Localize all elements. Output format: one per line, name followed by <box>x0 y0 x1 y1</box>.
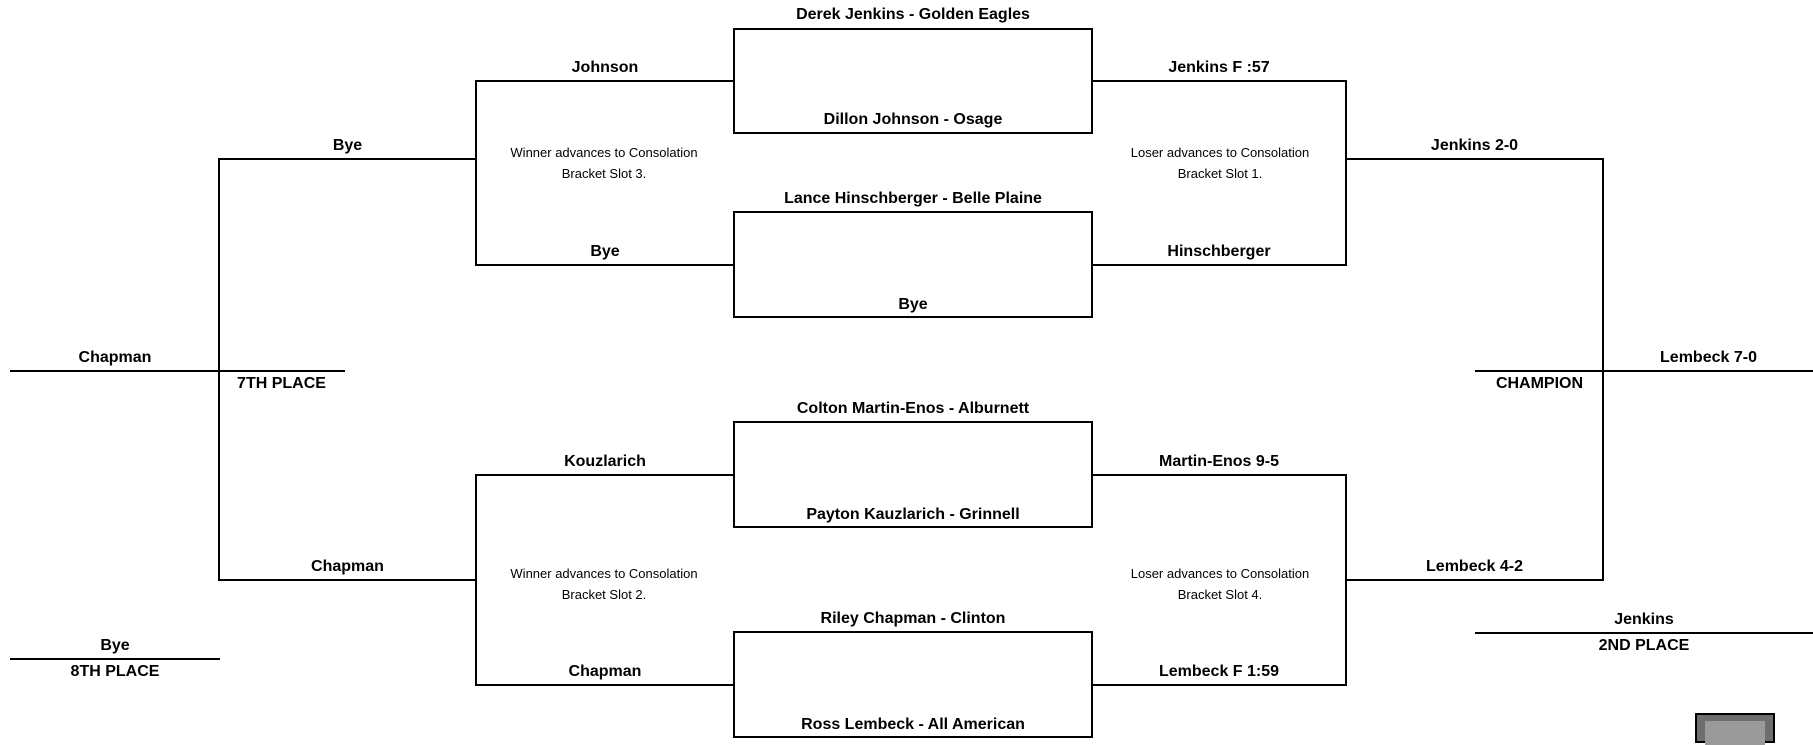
champion-name: Lembeck 7-0 <box>1660 349 1757 366</box>
match2-box-top-line <box>733 211 1093 213</box>
cons-r1-slot-d: Chapman <box>568 663 642 680</box>
match3-box-bottom-line <box>733 526 1093 528</box>
champ-r1-line-d <box>1091 684 1347 686</box>
second-place-line <box>1475 632 1813 634</box>
champion-label: CHAMPION <box>1495 375 1584 392</box>
semis-line-b <box>1345 579 1604 581</box>
seventh-place-line <box>10 370 345 372</box>
match1-box-bottom-line <box>733 132 1093 134</box>
cons-r1-bottom-line-d <box>475 684 735 686</box>
match3-box-top-line <box>733 421 1093 423</box>
champion-line <box>1475 370 1813 372</box>
eighth-place-name: Bye <box>100 637 130 654</box>
note-winner-slot3: Winner advances to Consolation Bracket Slot 3. <box>510 145 698 181</box>
eighth-place-line <box>10 658 220 660</box>
match3-top-wrestler: Colton Martin-Enos - Alburnett <box>796 400 1030 417</box>
seventh-place-winner: Chapman <box>78 349 152 366</box>
cons-r2-line-a <box>218 158 477 160</box>
cons-r1-bottom-line-c <box>475 474 735 476</box>
semis-slot-b: Lembeck 4-2 <box>1426 558 1523 575</box>
match3-bottom-wrestler: Payton Kauzlarich - Grinnell <box>806 506 1020 523</box>
cons-r1-top-vertical <box>475 80 477 266</box>
match2-top-wrestler: Lance Hinschberger - Belle Plaine <box>784 190 1042 207</box>
cons-r1-slot-b: Bye <box>590 243 620 260</box>
cons-r1-slot-a: Johnson <box>571 59 639 76</box>
match4-box-top-line <box>733 631 1093 633</box>
champ-r1-line-a <box>1091 80 1347 82</box>
cons-r1-slot-c: Kouzlarich <box>564 453 646 470</box>
second-place-name: Jenkins <box>1614 611 1674 628</box>
cons-r1-top-line-a <box>475 80 735 82</box>
champ-r1-slot-d: Lembeck F 1:59 <box>1158 663 1280 680</box>
corner-thumbnail-image <box>1695 713 1775 743</box>
second-place-label: 2ND PLACE <box>1598 637 1690 654</box>
match2-bottom-wrestler: Bye <box>898 296 928 313</box>
champ-r1-top-vertical <box>1345 80 1347 266</box>
champ-r1-slot-b: Hinschberger <box>1167 243 1271 260</box>
match2-box-bottom-line <box>733 316 1093 318</box>
cons-r2-line-b <box>218 579 477 581</box>
match4-bottom-wrestler: Ross Lembeck - All American <box>801 716 1025 733</box>
match4-top-wrestler: Riley Chapman - Clinton <box>820 610 1006 627</box>
note-loser-slot4: Loser advances to Consolation Bracket Slot 4. <box>1130 566 1310 602</box>
cons-r2-slot-a: Bye <box>332 137 363 154</box>
semis-slot-a: Jenkins 2-0 <box>1430 137 1519 154</box>
match1-top-wrestler: Derek Jenkins - Golden Eagles <box>796 6 1030 23</box>
match4-box-bottom-line <box>733 736 1093 738</box>
semis-line-a <box>1345 158 1604 160</box>
cons-r1-top-line-b <box>475 264 735 266</box>
champ-r1-slot-a: Jenkins F :57 <box>1168 59 1270 76</box>
eighth-place-label: 8TH PLACE <box>70 663 160 680</box>
champ-r1-slot-c: Martin-Enos 9-5 <box>1158 453 1279 470</box>
cons-r2-slot-b: Chapman <box>311 558 384 575</box>
note-winner-slot2: Winner advances to Consolation Bracket Slot 2. <box>510 566 698 602</box>
match1-bottom-wrestler: Dillon Johnson - Osage <box>823 111 1003 128</box>
match1-box-top-line <box>733 28 1093 30</box>
note-loser-slot1: Loser advances to Consolation Bracket Slot 1. <box>1130 145 1310 181</box>
champ-r1-line-c <box>1091 474 1347 476</box>
champ-r1-line-b <box>1091 264 1347 266</box>
seventh-place-label: 7TH PLACE <box>237 375 326 392</box>
